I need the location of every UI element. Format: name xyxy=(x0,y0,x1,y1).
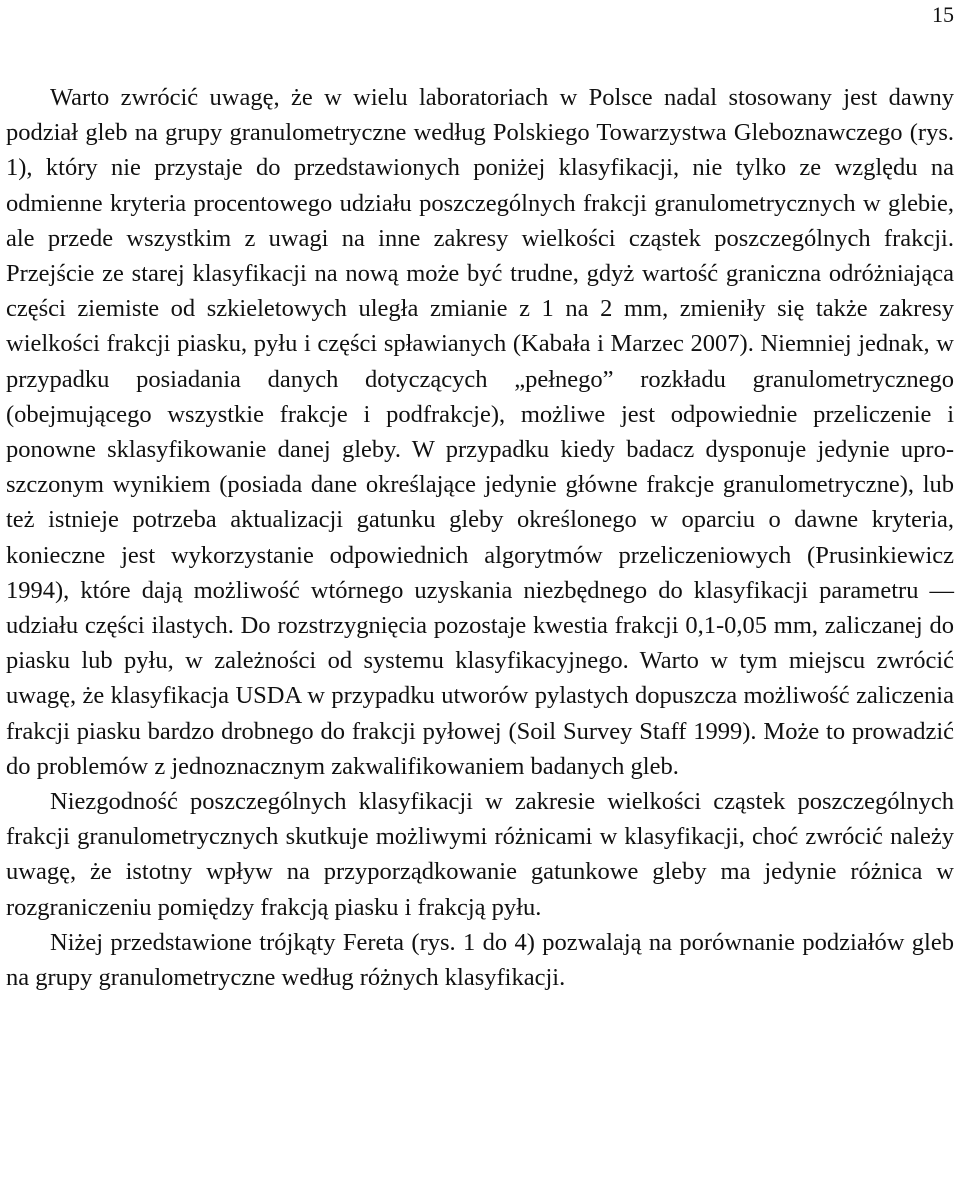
paragraph-2: Niezgodność poszczególnych klasyfikacji w zakresie wielkości cząstek poszczególnych frakcji granulometrycznych skutkuje możliwymi różnicami w klasyfikacji, choć zwrócić należy uwagę, że istotny wpływ na przyporządkowanie gatunkowe gleby ma jedynie różnica w rozgraniczeniu pomiędzy frakcją piasku i frakcją pyłu. xyxy=(6,788,954,921)
body-text xyxy=(6,80,954,995)
paragraph-1: Warto zwrócić uwagę, że w wielu laboratoriach w Polsce nadal stosowany jest dawny podział gleb na grupy granulometryczne według Polskiego Towarzystwa Gleboznawczego (rys. 1), który nie przystaje do przedstawionych poniżej klasyfikacji, nie tylko ze względu na odmienne kryteria procentowego udziału poszczególnych frakcji granulometrycznych w glebie, ale przede wszystkim z uwagi na inne zakresy wielkości cząstek poszczególnych frakcji. Przejście ze starej klasyfikacji na nową może być trudne, gdyż wartość graniczna odróżniająca części ziemiste od szkieletowych uległa zmianie z 1 na 2 mm, zmieniły się także zakresy wielkości frakcji piasku, pyłu i części spławianych (Kabała i Marzec 2007). Niemniej jednak, w przypadku posiadania danych dotyczących „pełnego” rozkładu granulometrycznego (obejmującego wszystkie frakcje i podfrakcje), możliwe jest odpowiednie przeliczenie i ponowne sklasyfikowanie danej gleby. W przypadku kiedy badacz dysponuje jedynie uproszczonym wynikiem (posiada dane określające jedynie główne frakcje granulometryczne), lub też istnieje potrzeba aktualizacji gatunku gleby określonego w oparciu o dawne kryteria, konieczne jest wykorzystanie odpowiednich algorytmów przeliczeniowych (Prusinkiewicz 1994), które dają możliwość wtórnego uzyskania niezbędnego do klasyfikacji parametru — udziału części ilastych. Do rozstrzygnięcia pozostaje kwestia frakcji 0,1-0,05 mm, zaliczanej do piasku lub pyłu, w zależności od systemu klasyfikacyjnego. Warto w tym miejscu zwrócić uwagę, że klasyfikacja USDA w przypadku utworów pylastych dopuszcza możliwość zaliczenia frakcji piasku bardzo drobnego do frakcji pyłowej (Soil Survey Staff 1999). Może to prowadzić do problemów z jednoznacznym zakwalifikowaniem badanych gleb. xyxy=(6,84,954,780)
paragraph-3: Niżej przedstawione trójkąty Fereta (rys. 1 do 4) pozwalają na porównanie podziałów gleb na grupy granulometryczne według różnych klasyfikacji. xyxy=(6,928,954,992)
page-number: 15 xyxy=(932,2,954,27)
